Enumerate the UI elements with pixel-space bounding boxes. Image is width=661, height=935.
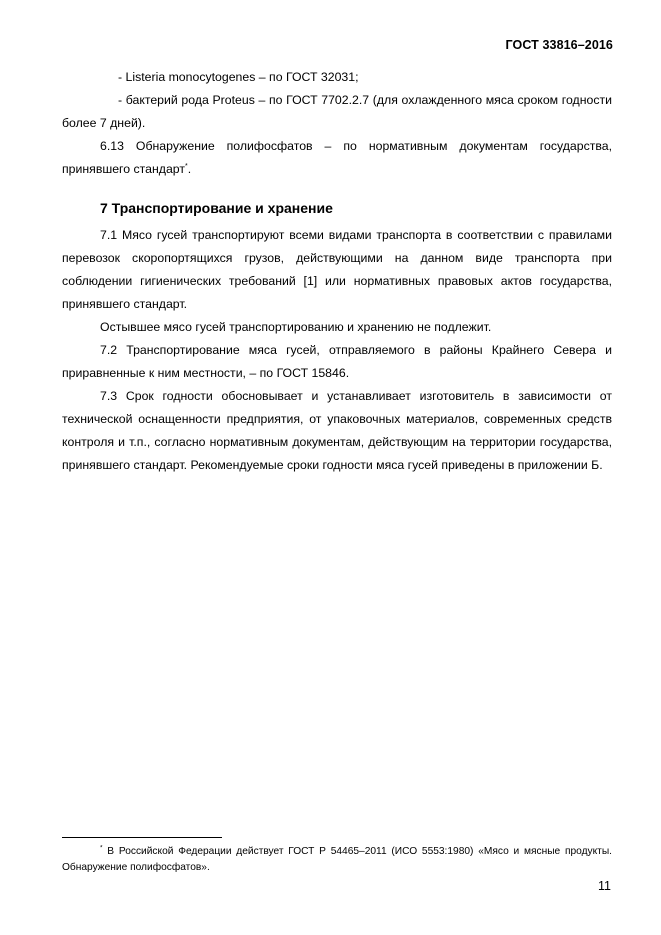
paragraph-7-1: 7.1 Мясо гусей транспортируют всеми видами транспорта в соответствии с правилами перевозок скоропортящихся грузов, действующими на данном виде транспорта при соблюдении гигиенических требований [1] или нормативных правовых актов государства, принявшего стандарт. <box>62 228 612 311</box>
list-item-listeria: - Listeria monocytogenes – по ГОСТ 32031; <box>118 70 359 84</box>
document-standard-number: ГОСТ 33816–2016 <box>505 38 613 52</box>
paragraph-6-13 <box>62 135 612 181</box>
footnote-mark: * <box>100 844 103 852</box>
footnote <box>62 844 612 876</box>
page-number: 11 <box>598 879 611 893</box>
footnote-reference: * <box>185 162 188 170</box>
section-7-title: 7 Транспортирование и хранение <box>100 200 333 216</box>
paragraph-7-2: 7.2 Транспортирование мяса гусей, отправляемого в районы Крайнего Севера и приравненные к ним местности, – по ГОСТ 15846. <box>62 343 612 380</box>
list-item-proteus: - бактерий рода Proteus – по ГОСТ 7702.2.7 (для охлажденного мяса сроком годности более 7 дней). <box>62 93 612 130</box>
footnote-separator <box>62 837 222 838</box>
paragraph-cooled-meat: Остывшее мясо гусей транспортированию и хранению не подлежит. <box>100 320 492 334</box>
paragraph-6-13-text: 6.13 Обнаружение полифосфатов – по нормативным документам государства, принявшего стандарт <box>62 139 612 176</box>
paragraph-6-13-end: . <box>187 162 192 176</box>
document-body <box>62 66 612 477</box>
paragraph-7-3: 7.3 Срок годности обосновывает и устанавливает изготовитель в зависимости от технической оснащенности предприятия, от упаковочных материалов, современных средств контроля и т.п., согласно нормативным документам, действующим на территории государства, принявшего стандарт. Рекомендуемые сроки годности мяса гусей приведены в приложении Б. <box>62 389 612 472</box>
footnote-text: В Российской Федерации действует ГОСТ Р 54465–2011 (ИСО 5553:1980) «Мясо и мясные продукты. Обнаружение полифосфатов». <box>62 846 612 873</box>
